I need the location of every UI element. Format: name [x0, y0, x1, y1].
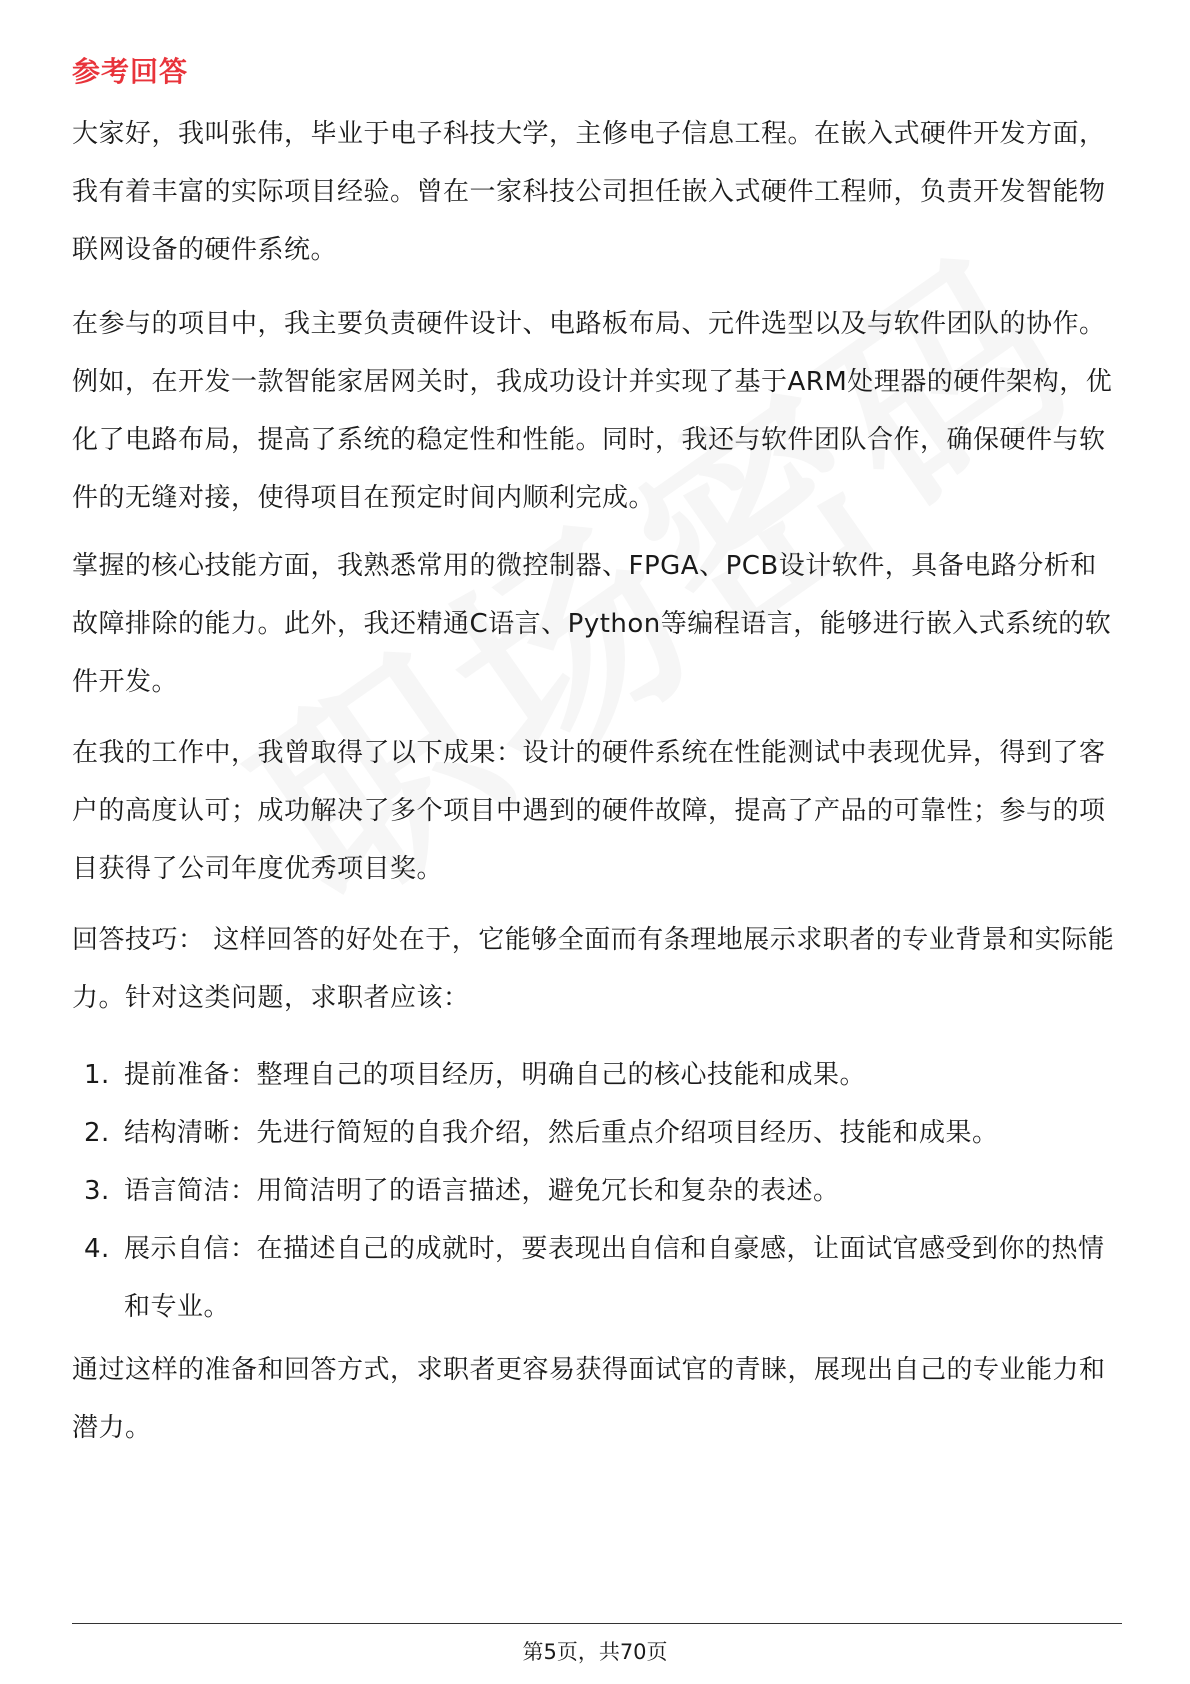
- list-item-text: 提前准备：整理自己的项目经历，明确自己的核心技能和成果。: [124, 1060, 867, 1090]
- list-number: 2.: [84, 1118, 110, 1148]
- list-number: 1.: [84, 1060, 110, 1090]
- list-item-text: 语言简洁：用简洁明了的语言描述，避免冗长和复杂的表述。: [124, 1176, 840, 1206]
- list-item: [72, 1046, 1122, 1104]
- paragraph-tips-intro: 回答技巧： 这样回答的好处在于，它能够全面而有条理地展示求职者的专业背景和实际能力。针对这类问题，求职者应该：: [72, 925, 1115, 1013]
- list-item: [72, 1104, 1122, 1162]
- tips-list: [72, 1046, 1122, 1336]
- paragraph-projects: 在参与的项目中，我主要负责硬件设计、电路板布局、元件选型以及与软件团队的协作。例如，在开发一款智能家居网关时，我成功设计并实现了基于ARM处理器的硬件架构，优化了电路布局，提高了系统的稳定性和性能。同时，我还与软件团队合作，确保硬件与软件的无缝对接，使得项目在预定时间内顺利完成。: [72, 309, 1113, 513]
- paragraph-skills: 掌握的核心技能方面，我熟悉常用的微控制器、FPGA、PCB设计软件，具备电路分析和故障排除的能力。此外，我还精通C语言、Python等编程语言，能够进行嵌入式系统的软件开发。: [72, 551, 1112, 697]
- section-heading: 参考回答: [72, 55, 189, 88]
- paragraph-closing: 通过这样的准备和回答方式，求职者更容易获得面试官的青睐，展现出自己的专业能力和潜力。: [72, 1355, 1106, 1443]
- footer-divider: [72, 1623, 1122, 1624]
- list-number: 3.: [84, 1176, 110, 1206]
- paragraph-achievements: 在我的工作中，我曾取得了以下成果：设计的硬件系统在性能测试中表现优异，得到了客户的高度认可；成功解决了多个项目中遇到的硬件故障，提高了产品的可靠性；参与的项目获得了公司年度优秀项目奖。: [72, 738, 1106, 884]
- list-item: [72, 1162, 1122, 1220]
- page-number: 第5页，共70页: [522, 1640, 668, 1664]
- list-item-text: 展示自信：在描述自己的成就时，要表现出自信和自豪感，让面试官感受到你的热情和专业。: [124, 1234, 1105, 1322]
- list-item-text: 结构清晰：先进行简短的自我介绍，然后重点介绍项目经历、技能和成果。: [124, 1118, 999, 1148]
- list-item: [72, 1220, 1122, 1336]
- list-number: 4.: [84, 1234, 110, 1264]
- paragraph-intro: 大家好，我叫张伟，毕业于电子科技大学，主修电子信息工程。在嵌入式硬件开发方面，我有着丰富的实际项目经验。曾在一家科技公司担任嵌入式硬件工程师，负责开发智能物联网设备的硬件系统。: [72, 119, 1106, 265]
